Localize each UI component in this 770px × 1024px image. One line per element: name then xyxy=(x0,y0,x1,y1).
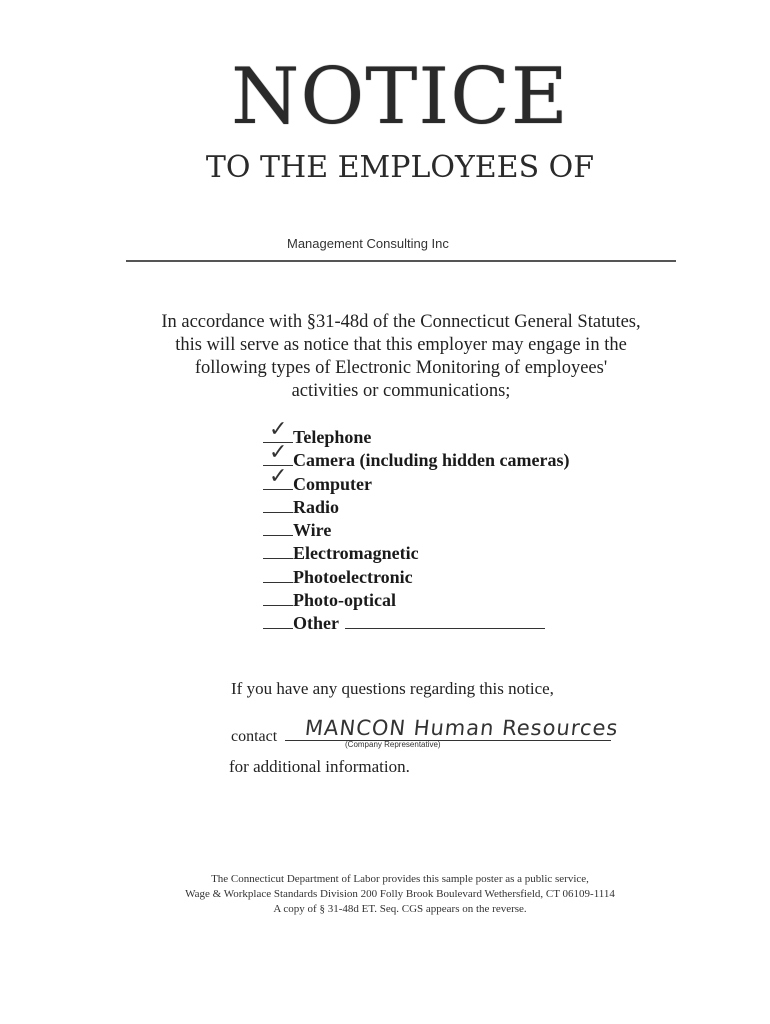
checkbox-blank xyxy=(263,519,293,536)
statute-paragraph xyxy=(125,311,677,403)
monitoring-item-label: Photo-optical xyxy=(293,590,396,611)
monitoring-item-electromagnetic xyxy=(263,542,570,565)
company-name-underline xyxy=(126,260,676,262)
questions-text: If you have any questions regarding this notice, xyxy=(231,679,554,698)
footer xyxy=(0,872,770,917)
check-mark-icon: ✓ xyxy=(269,416,288,441)
monitoring-item-telephone xyxy=(263,416,570,449)
monitoring-item-label: Telephone xyxy=(293,427,372,447)
check-mark-icon: ✓ xyxy=(269,462,288,488)
other-write-in-line xyxy=(345,614,545,629)
company-representative-label: (Company Representative) xyxy=(345,740,441,749)
monitoring-item-other xyxy=(263,612,570,635)
checkbox-blank xyxy=(263,496,293,513)
monitoring-item-label: Radio xyxy=(293,496,340,517)
monitoring-item-label: Wire xyxy=(293,520,332,541)
footer-line: Wage & Workplace Standards Division 200 Folly Brook Boulevard Wethersfield, CT 06109-1114 xyxy=(185,888,615,900)
checkbox-blank xyxy=(263,612,293,629)
paragraph-line: activities or communications; xyxy=(291,381,511,401)
company-name: Management Consulting Inc xyxy=(287,236,449,251)
contact-line xyxy=(285,716,620,741)
monitoring-types-list xyxy=(263,416,570,636)
notice-title: NOTICE xyxy=(231,52,569,142)
paragraph-line: this will serve as notice that this employer may engage in the xyxy=(175,335,627,355)
checkbox-blank xyxy=(263,566,293,583)
footer-line: A copy of § 31-48d ET. Seq. CGS appears on the reverse. xyxy=(273,903,527,915)
additional-info-text: for additional information. xyxy=(229,757,410,776)
monitoring-item-label: Camera (including hidden cameras) xyxy=(293,450,570,471)
monitoring-item-label: Electromagnetic xyxy=(293,543,419,564)
check-mark-icon: ✓ xyxy=(269,439,288,465)
monitoring-item-wire xyxy=(263,519,570,542)
monitoring-item-radio xyxy=(263,496,570,519)
contact-handwritten-value: MANCON Human Resources xyxy=(303,716,620,740)
monitoring-item-photoelectronic xyxy=(263,566,570,589)
checkbox-blank xyxy=(263,589,293,606)
contact-label: contact xyxy=(231,728,278,745)
paragraph-line: In accordance with §31-48d of the Connecticut General Statutes, xyxy=(161,312,641,332)
checkbox-blank xyxy=(263,462,293,490)
monitoring-item-computer xyxy=(263,462,570,496)
monitoring-item-label: Computer xyxy=(293,473,372,494)
monitoring-item-photo-optical xyxy=(263,589,570,612)
footer-line: The Connecticut Department of Labor provides this sample poster as a public service, xyxy=(211,873,589,885)
paragraph-line: following types of Electronic Monitoring of employees' xyxy=(194,358,608,378)
monitoring-item-label: Other xyxy=(293,613,339,634)
notice-subtitle: TO THE EMPLOYEES OF xyxy=(205,150,595,185)
monitoring-item-camera xyxy=(263,439,570,472)
checkbox-blank xyxy=(263,542,293,559)
monitoring-item-label: Photoelectronic xyxy=(293,566,413,587)
